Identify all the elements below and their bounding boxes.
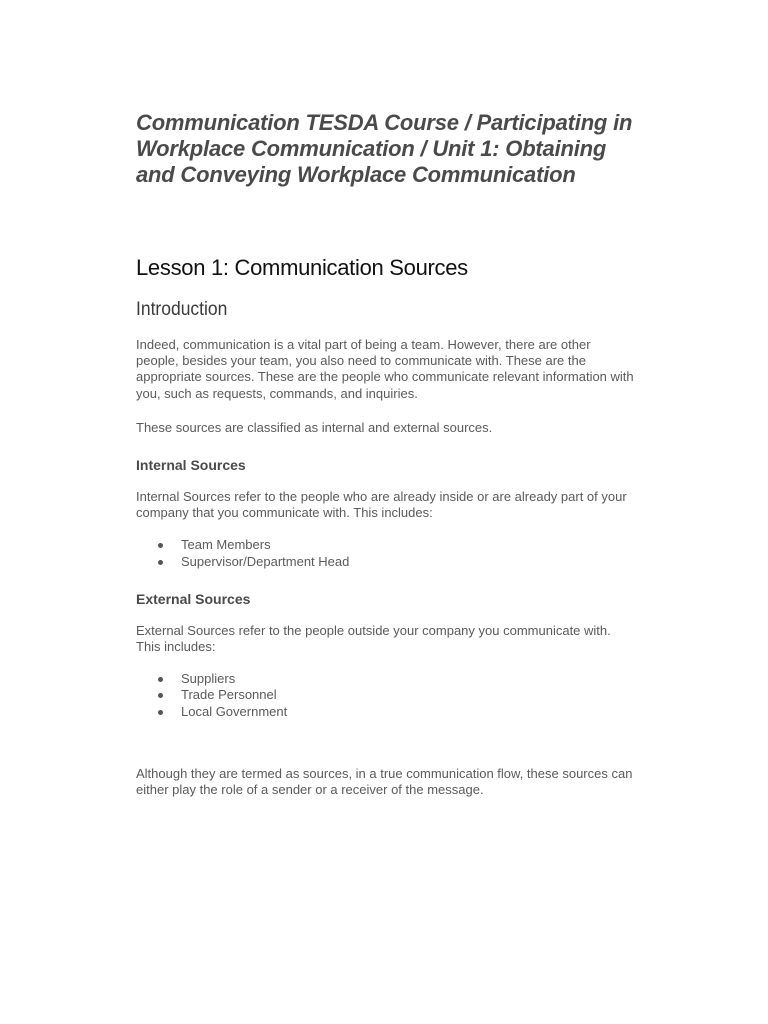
bullet-icon (158, 693, 163, 698)
closing-paragraph: Although they are termed as sources, in a true communication flow, these sources can either play the role of a sender or a receiver of the message. (136, 765, 633, 798)
lesson-title: Lesson 1: Communication Sources (136, 255, 468, 280)
list-item (136, 687, 636, 703)
internal-sources-list (136, 537, 636, 569)
list-item (136, 537, 636, 553)
internal-sources-heading: Internal Sources (136, 457, 246, 474)
internal-sources-paragraph: Internal Sources refer to the people who are already inside or are already part of your company that you communicate with. This includes: (136, 489, 627, 521)
external-sources-list (136, 671, 636, 720)
bullet-icon (158, 710, 163, 715)
external-sources-heading: External Sources (136, 590, 251, 607)
list-item-label: Suppliers (181, 671, 236, 687)
list-item-label: Supervisor/Department Head (181, 553, 350, 569)
list-item (136, 704, 636, 720)
document-page (136, 110, 636, 798)
external-sources-paragraph: External Sources refer to the people outside your company you communicate with. This includes: (136, 622, 611, 655)
list-item-label: Team Members (181, 537, 271, 553)
section-title-introduction: Introduction (136, 299, 228, 320)
bullet-icon (158, 677, 163, 682)
list-item (136, 671, 636, 687)
list-item-label: Local Government (181, 703, 288, 719)
classification-paragraph: These sources are classified as internal and external sources. (136, 419, 493, 435)
bullet-icon (158, 560, 163, 565)
bullet-icon (158, 543, 163, 548)
intro-paragraph: Indeed, communication is a vital part of being a team. However, there are other people, besides your team, you also need to communicate with. These are the appropriate sources. These are the people who communicate relevant information with you, such as requests, commands, and inquiries. (136, 337, 634, 401)
document-title: Communication TESDA Course / Participating in Workplace Communication / Unit 1: Obtaining and Conveying Workplace Communication (136, 110, 633, 187)
list-item-label: Trade Personnel (181, 687, 277, 703)
list-item (136, 554, 636, 570)
